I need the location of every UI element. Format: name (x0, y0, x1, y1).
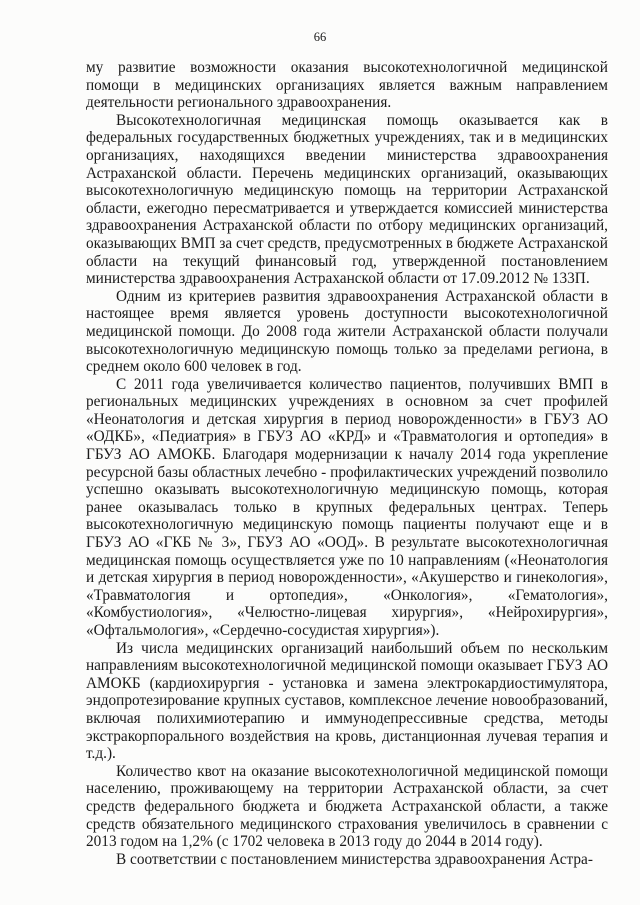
paragraph-regional-growth: С 2011 года увеличивается количество пациентов, получивших ВМП в региональных медицинских учреждениях в основном за счет профилей «Неонатология и детская хирургия в период новорожденности» в ГБУЗ АО «ОДКБ», «Педиатрия» в ГБУЗ АО «КРД» и «Травматология и ортопедия» в ГБУЗ АО АМОКБ. Благодаря модернизации к началу 2014 года укрепление ресурсной базы областных лечебно - профилактических учреждений позволило успешно оказывать высокотехнологичную медицинскую помощь, которая ранее оказывалась только в крупных федеральных центрах. Теперь высокотехнологичную медицинскую помощь пациенты получают еще и в ГБУЗ АО «ГКБ № 3», ГБУЗ АО «ООД». В результате высокотехнологичная медицинская помощь осуществляется уже по 10 направлениям («Неонатология и детская хирургия в период новорожденности», «Акушерство и гинекология», «Травматология и ортопедия», «Онкология», «Гематология», «Комбустиология», «Челюстно-лицевая хирургия», «Нейрохирургия», «Офтальмология», «Сердечно-сосудистая хирургия»). (86, 375, 608, 639)
paragraph-amokb-volume: Из числа медицинских организаций наибольший объем по нескольким направлениям высокотехнологичной медицинской помощи оказывает ГБУЗ АО АМОКБ (кардиохирургия - установка и замена электрокардиостимулятора, эндопротезирование крупных суставов, комплексное лечение новообразований, включая полихимиотерапию и иммунодепрессивные средства, методы экстракорпорального воздействия на кровь, дистанционная лучевая терапия и т.д.). (86, 639, 608, 763)
body-text (86, 59, 608, 868)
page-number: 66 (313, 30, 327, 44)
paragraph-accessibility-criterion: Одним из критериев развития здравоохранения Астраханской области в настоящее время является уровень доступности высокотехнологичной медицинской помощи. До 2008 года жители Астраханской области получали высокотехнологичную медицинскую помощь только за пределами региона, в среднем около 600 человек в год. (86, 287, 608, 376)
paragraph-continuation: му развитие возможности оказания высокотехнологичной медицинской помощи в медицинских организациях является важным направлением деятельности регионального здравоохранения. (86, 59, 608, 112)
paragraph-decree-start: В соответствии с постановлением министерства здравоохранения Астра- (116, 850, 593, 868)
paragraph-quota-increase: Количество квот на оказание высокотехнологичной медицинской помощи населению, проживающему на территории Астраханской области, за счет средств федерального бюджета и бюджета Астраханской области, а также средств обязательного медицинского страхования увеличилось в сравнении с 2013 годом на 1,2% (с 1702 человека в 2013 году до 2044 в 2014 году). (86, 762, 608, 851)
paragraph-vmp-institutions: Высокотехнологичная медицинская помощь оказывается как в федеральных государственных бюджетных учреждениях, так и в медицинских организациях, находящихся введении министерства здравоохранения Астраханской области. Перечень медицинских организаций, оказывающих высокотехнологичную медицинскую помощь на территории Астраханской области, ежегодно пересматривается и утверждается комиссией министерства здравоохранения Астраханской области по отбору медицинских организаций, оказывающих ВМП за счет средств, предусмотренных в бюджете Астраханской области на текущий финансовый год, утвержденной постановлением министерства здравоохранения Астраханской области от 17.09.2012 № 133П. (86, 111, 608, 288)
